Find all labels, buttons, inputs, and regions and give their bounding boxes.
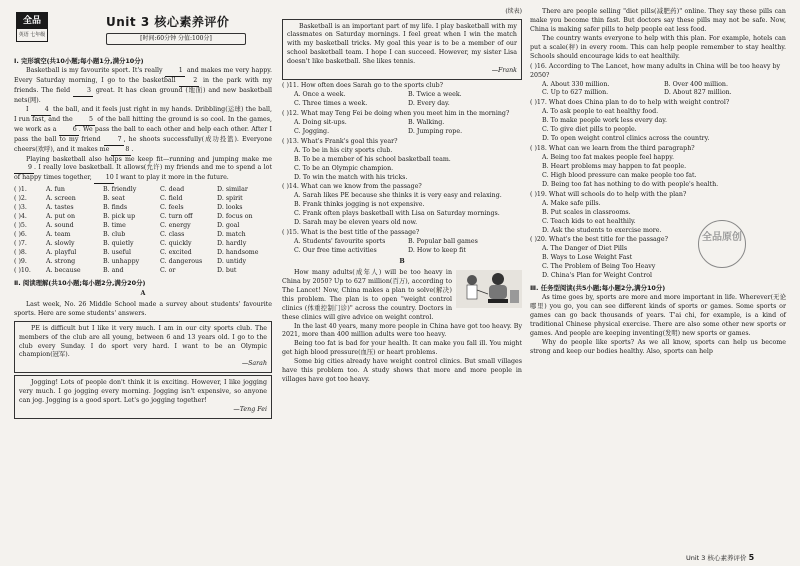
column-left [14, 8, 272, 421]
column-middle [282, 8, 522, 385]
option[interactable]: C. Teach kids to eat healthily. [542, 217, 636, 225]
blank-1[interactable]: 1 [165, 67, 185, 77]
sarah-answer: PE is difficult but I like it very much. I am in our city sports club. The members of the club are all young, between 6 and 13 years old. I go to the club every Sunday. I do sport very hard. I want to be an Olympic champion(冠军). [19, 324, 267, 359]
option[interactable]: B. Ways to Lose Weight Fast [542, 254, 633, 262]
option[interactable]: D. goal [217, 222, 240, 230]
option[interactable]: B. Frank thinks jogging is not expensive. [294, 201, 425, 209]
question-12 [282, 110, 522, 137]
option[interactable]: D. Ask the students to exercise more. [542, 226, 662, 234]
option[interactable]: D. untidy [217, 257, 247, 265]
blank-2[interactable]: 2 [179, 77, 199, 87]
question-18 [530, 145, 786, 190]
text: . We pass the ball to each other and help each other. After I pass the ball to my friend [14, 125, 272, 143]
task-reading-paragraph-2: Why do people like sports? As we all know, sports can help us become strong and keep our bodies healthy. Also, sports can help [530, 338, 786, 355]
option[interactable]: B. and [103, 266, 124, 274]
option[interactable]: A. The Danger of Diet Pills [542, 245, 628, 253]
text: of the ball hitting the ground is so cool. In the games, we work as a [14, 115, 272, 133]
option[interactable]: D. About 827 million. [664, 89, 732, 97]
option[interactable]: B. To make people work less every day. [542, 117, 668, 125]
option[interactable]: B. Popular ball games [408, 238, 478, 246]
option[interactable]: D. Every day. [408, 100, 450, 108]
text: . I really love basketball. It allows(允许) my friends and me to spend a lot of happy times together, [14, 164, 272, 182]
option[interactable]: C. field [160, 195, 183, 203]
option[interactable]: B. Heart problems may happen to fat people. [542, 162, 687, 170]
option[interactable]: A. To be in his city sports club. [294, 146, 393, 154]
option[interactable]: D. but [217, 266, 237, 274]
logo-text: 全品 [17, 13, 47, 29]
question-text: ( )11. How often does Sarah go to the sports club? [282, 82, 444, 90]
question-text: ( )17. What does China plan to do to help with weight control? [530, 99, 730, 107]
cloze-paragraph-2 [14, 106, 272, 156]
option[interactable]: D. spirit [217, 195, 243, 203]
option[interactable]: A. playful [46, 248, 77, 256]
doctor-scale-illustration [456, 270, 522, 308]
question-text: ( )12. What may Teng Fei be doing when you meet him in the morning? [282, 109, 510, 117]
option[interactable]: D. hardly [217, 239, 247, 247]
option[interactable]: A. Doing sit-ups. [294, 118, 347, 126]
question-text: ( )14. What can we know from the passage? [282, 183, 422, 191]
option[interactable]: C. class [160, 231, 185, 239]
option[interactable]: A. Make safe pills. [542, 199, 601, 207]
option[interactable]: C. Up to 627 million. [542, 89, 609, 97]
logo-grade: 英语 七年级 [18, 32, 46, 38]
option[interactable]: D. China's Plan for Weight Control [542, 272, 653, 280]
option[interactable]: B. useful [103, 248, 132, 256]
section-1-title: Ⅰ. 完形填空(共10小题;每小题1分,满分10分) [14, 57, 144, 65]
passage-b-label: B [399, 257, 405, 265]
q-num: ( )9. [14, 257, 27, 265]
option-row-1 [14, 186, 272, 195]
option[interactable]: A. Sarah likes PE because she thinks it is very easy and relaxing. [294, 192, 502, 200]
blank-6[interactable]: 6 [59, 126, 79, 136]
q-num: ( )1. [14, 186, 27, 194]
original-stamp: 全品原创 [698, 220, 746, 268]
option[interactable]: C. turn off [160, 213, 193, 221]
frank-signature: —Frank [491, 67, 517, 75]
question-16 [530, 63, 786, 99]
option[interactable]: C. or [160, 266, 176, 274]
option-row-5 [14, 222, 272, 231]
option[interactable]: D. To win the match with his tricks. [294, 173, 408, 181]
option[interactable]: A. About 330 million. [542, 80, 610, 88]
text: Playing basketball also helps me keep fit—running and jumping make me [26, 155, 272, 163]
option[interactable]: D. focus on [217, 213, 253, 221]
question-14 [282, 183, 522, 228]
teng-signature: —Teng Fei [233, 406, 267, 414]
teng-answer: Jogging! Lots of people don't think it is exciting. However, I like jogging very much. I go jogging every morning. Jogging isn't expensive, so anyone can jog. Jogging is a good sport. Let's go jogging together! [19, 379, 267, 405]
time-score-info: [时间:60分钟 分值:100分] [106, 33, 246, 45]
blank-8[interactable]: 8 [111, 146, 131, 156]
option[interactable]: B. To be a member of his school basketball team. [294, 155, 451, 163]
option[interactable]: B. unhappy [103, 257, 140, 265]
option[interactable]: D. match [217, 231, 246, 239]
sarah-signature: —Sarah [241, 360, 267, 368]
option[interactable]: A. because [46, 266, 81, 274]
text: , he shoots successfully(成功投篮). Everyone cheers(欢呼), and it makes me [14, 135, 272, 153]
option[interactable]: C. To be an Olympic champion. [294, 164, 394, 172]
passage-b-paragraph-5: There are people selling "diet pills(减肥药)" online. They say these pills can make you become thin fast. But doctors say these pills may not be safe. Now, China is making safer pills to help people eat less food. [530, 8, 786, 33]
continued-label: (续表) [505, 8, 522, 15]
option-row-2 [14, 195, 272, 204]
option-row-3 [14, 204, 272, 213]
text: in the park with my friends. The field [14, 77, 272, 94]
option-row-7 [14, 240, 272, 249]
option[interactable]: C. The Problem of Being Too Heavy [542, 263, 656, 271]
option-row-10 [14, 267, 272, 276]
blank-3[interactable]: 3 [73, 87, 93, 97]
text: and makes me very happy. Every Saturday morning, I go to the basketball [14, 67, 272, 85]
q-num: ( )7. [14, 239, 27, 247]
option[interactable]: D. Being too fat has nothing to do with people's health. [542, 180, 719, 188]
option[interactable]: A. fun [46, 186, 65, 194]
option[interactable]: B. finds [103, 204, 128, 212]
option[interactable]: B. quietly [103, 239, 134, 247]
option[interactable]: C. dead [160, 186, 185, 194]
blank-10[interactable]: 10 [94, 174, 114, 184]
option[interactable]: C. High blood pressure can make people too fat. [542, 171, 697, 179]
question-19 [530, 191, 786, 236]
option[interactable]: A. Students' favourite sports [294, 238, 386, 246]
option[interactable]: C. To give diet pills to people. [542, 126, 637, 134]
page-title: Unit 3 核心素养评价 [106, 15, 230, 29]
question-text: ( )16. According to The Lancet, how many adults in China will be too heavy by 2050? [530, 62, 781, 79]
option[interactable]: B. friendly [103, 186, 137, 194]
section-3-title: Ⅲ. 任务型阅读(共5小题;每小题2分,满分10分) [530, 284, 666, 293]
footer-unit: Unit 3 核心素养评价 [686, 554, 747, 562]
option[interactable]: B. Over 400 million. [664, 80, 728, 88]
passage-a-intro: Last week, No. 26 Middle School made a survey about students' favourite sports. Here are some students' answers. [14, 300, 272, 317]
text: . [131, 145, 134, 153]
option[interactable]: C. Frank often plays basketball with Lisa on Saturday mornings. [294, 210, 500, 218]
question-20 [530, 236, 786, 281]
option[interactable]: A. screen [46, 195, 76, 203]
option[interactable]: A. To ask people to eat healthy food. [542, 108, 659, 116]
page-header [14, 8, 272, 54]
option[interactable]: D. handsome [217, 248, 259, 256]
option[interactable]: C. dangerous [160, 257, 203, 265]
question-text: ( )18. What can we learn from the third paragraph? [530, 145, 695, 153]
frank-answer: Basketball is an important part of my life. I play basketball with my classmates on Saturday mornings. I feel great when I win the match with my basketball tricks. My goal this year is to be a member of our school basketball team. I hope I can succeed. However, my sister Lisa doesn't like basketball. She likes tennis. [287, 22, 517, 66]
option[interactable]: A. Once a week. [294, 91, 346, 99]
q-num: ( )8. [14, 248, 27, 256]
option[interactable]: A. team [46, 231, 71, 239]
option[interactable]: D. looks [217, 204, 243, 212]
text: the ball, and it feels just right in my hands. Dribbling(运球) the ball, I run fast, and the [14, 105, 272, 123]
q-num: ( )10. [14, 266, 31, 274]
option[interactable]: C. Three times a week. [294, 100, 368, 108]
passage-b-paragraph-6: The country wants everyone to help with this plan. For example, hotels can put a scale(秤) in every room. This can help people remember to stay healthy. Schools should encourage kids to eat healthily. [530, 34, 786, 60]
page-number: 5 [748, 553, 755, 562]
option[interactable]: C. Jogging. [294, 127, 330, 135]
question-11 [282, 82, 522, 109]
question-15 [282, 229, 522, 256]
column-right [530, 8, 786, 357]
option[interactable]: D. similar [217, 186, 248, 194]
option[interactable]: D. To open weight control clinics across the country. [542, 135, 710, 143]
option-row-6 [14, 231, 272, 240]
q-num: ( )3. [14, 204, 27, 212]
passage-b-paragraph-4: Some big cities already have weight control clinics. But small villages have this problem too. A study shows that more and more people in villages have got too heavy. [282, 358, 522, 384]
option[interactable]: C. Our free time activities [294, 247, 377, 255]
cloze-paragraph-3 [14, 156, 272, 185]
q-num: ( )2. [14, 195, 27, 203]
question-13 [282, 138, 522, 183]
option[interactable]: C. feels [160, 204, 184, 212]
option[interactable]: C. quickly [160, 239, 192, 247]
option[interactable]: B. Walking. [408, 118, 445, 126]
option[interactable]: A. put on [46, 213, 76, 221]
option[interactable]: C. excited [160, 248, 192, 256]
option[interactable]: B. Put scales in classrooms. [542, 208, 631, 216]
passage-a-label: A [140, 289, 146, 297]
text: I [26, 105, 31, 113]
option[interactable]: A. slowly [46, 239, 75, 247]
passage-b-paragraph-1: How many adults(成年人) will be too heavy in China by 2050? Up to 627 million(百万), according to The Lancet! Now, China makes a plan to solve(解决) this problem. The plan is to open "weight control clinics (体重控制门诊)" across the country. Doctors in these clinics will give advice on weight control. [282, 268, 452, 321]
option-row-8 [14, 249, 272, 258]
option[interactable]: A. Being too fat makes people feel happy. [542, 154, 674, 161]
passage-b-paragraph-2: In the last 40 years, many more people in China have got too heavy. By 2021, more than 400 million adults were too heavy. [282, 322, 522, 339]
question-list-a [282, 82, 522, 256]
blank-9[interactable]: 9 [14, 164, 34, 174]
question-text: ( )15. What is the best title of the passage? [282, 229, 420, 237]
option[interactable]: D. Sarah may be eleven years old now. [294, 219, 418, 227]
option[interactable]: B. Twice a week. [408, 91, 462, 99]
option[interactable]: D. How to keep fit [408, 247, 466, 255]
blank-7[interactable]: 7 [104, 136, 124, 146]
page-footer [686, 552, 754, 563]
question-text: ( )20. What's the best title for the passage? [530, 236, 668, 244]
blank-5[interactable]: 5 [75, 116, 95, 126]
question-text: ( )13. What's Frank's goal this year? [282, 137, 398, 145]
question-text: ( )19. What will schools do to help with the plan? [530, 190, 687, 198]
q-num: ( )6. [14, 231, 27, 239]
q-num: ( )5. [14, 222, 27, 230]
q-num: ( )4. [14, 213, 27, 221]
question-17 [530, 99, 786, 144]
option-row-9 [14, 258, 272, 267]
option[interactable]: B. time [103, 222, 126, 230]
question-list-b [530, 63, 786, 282]
option[interactable]: B. pick up [103, 213, 136, 221]
text: great. It has clean ground (地面) and new basketball nets(网). [14, 86, 272, 104]
option[interactable]: B. seat [103, 195, 125, 203]
option-row-4 [14, 213, 272, 222]
option[interactable]: A. sound [46, 222, 74, 230]
answer-box-sarah [14, 321, 272, 374]
answer-box-teng [14, 375, 272, 419]
cloze-options [14, 186, 272, 275]
option[interactable]: C. energy [160, 222, 191, 230]
option[interactable]: A. strong [46, 257, 76, 265]
task-reading-paragraph-1: As time goes by, sports are more and more important in life. Wherever(无论哪里) you go, you can see different kinds of sports or games. Some sports or games can go back thousands of years. T'ai chi, for example, is a kind of traditional Chinese physical exercise. There are also some other new sports or games. And people are keeping inventing(发明) new sports or games. [530, 294, 786, 337]
brand-logo [16, 12, 48, 42]
answer-box-frank [282, 19, 522, 81]
option[interactable]: D. Jumping rope. [408, 127, 463, 135]
cloze-paragraph-1 [14, 67, 272, 106]
blank-4[interactable]: 4 [31, 106, 51, 116]
option[interactable]: A. tastes [46, 204, 74, 212]
section-2-title: Ⅱ. 阅读理解(共10小题;每小题2分,满分20分) [14, 278, 146, 287]
option[interactable]: B. club [103, 231, 126, 239]
passage-b-paragraph-3: Being too fat is bad for your health. It can make you fall ill. You might get high blood pressure(血压) or heart problems. [282, 340, 522, 357]
text: Basketball is my favourite sport. It's really [26, 67, 165, 75]
text: I want to play it more in the future. [113, 174, 229, 182]
